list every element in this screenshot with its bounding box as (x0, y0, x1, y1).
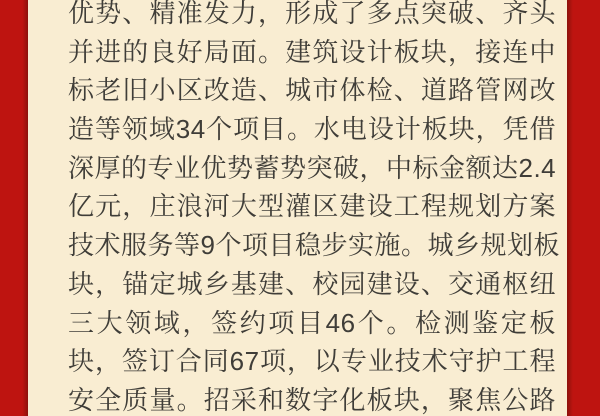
left-red-border (0, 0, 28, 416)
text-line: 造等领域34个项目。水电设计板块，凭借 (68, 114, 556, 145)
text-line: 块，签订合同67项，以专业技术守护工程 (68, 346, 556, 377)
text-line: 亿元，庄浪河大型灌区建设工程规划方案 (68, 191, 556, 222)
text-line: 标老旧小区改造、城市体检、道路管网改 (68, 75, 556, 106)
text-line: 安全质量。招采和数字化板块，聚焦公路 (68, 384, 556, 415)
text-line: 块，锚定城乡基建、校园建设、交通枢纽 (68, 268, 556, 299)
text-line: 优势、精准发力，形成了多点突破、齐头 (68, 0, 556, 28)
text-line: 深厚的专业优势蓄势突破，中标金额达2.4 (68, 152, 557, 183)
text-line: 技术服务等9个项目稳步实施。城乡规划板 (68, 230, 560, 261)
article-text (68, 0, 560, 416)
text-line: 并进的良好局面。建筑设计板块，接连中 (68, 36, 556, 67)
text-line: 三大领域，签约项目46个。检测鉴定板 (68, 307, 556, 338)
right-red-border (567, 0, 600, 416)
